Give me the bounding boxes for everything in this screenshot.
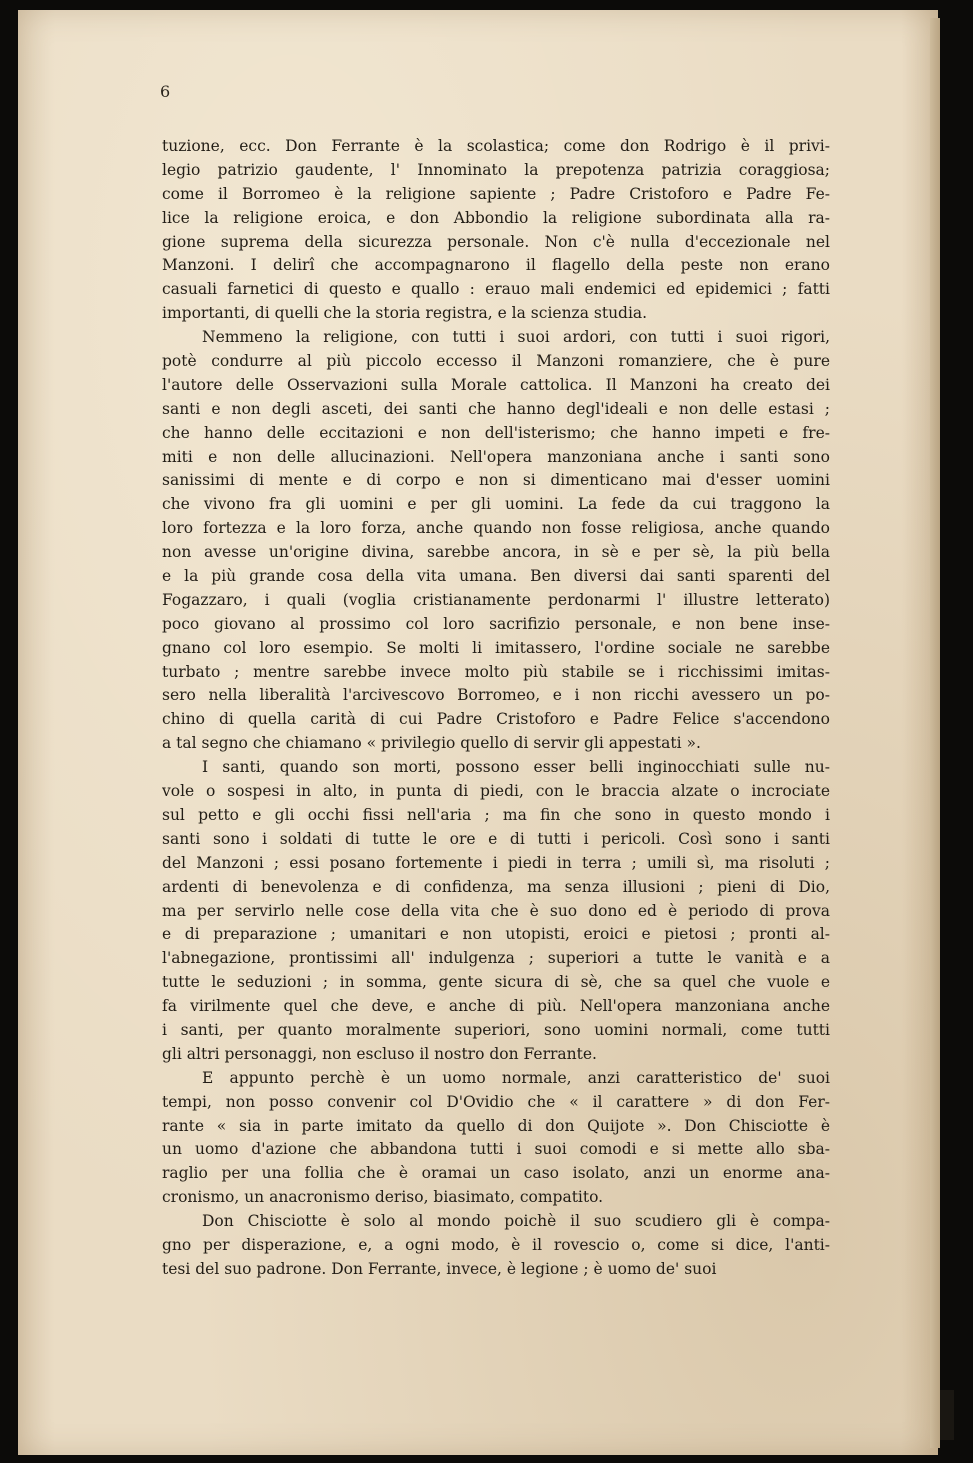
text-line: potè condurre al più piccolo eccesso il Manzoni romanziere, che è pure — [162, 352, 830, 371]
text-line: raglio per una follia che è oramai un caso isolato, anzi un enorme ana- — [162, 1164, 830, 1183]
text-line: un uomo d'azione che abbandona tutti i suoi comodi e si mette allo sba- — [162, 1140, 830, 1159]
text-line: gno per disperazione, e, a ogni modo, è il rovescio o, come si dice, l'anti- — [162, 1235, 830, 1254]
text-line: poco giovano al prossimo col loro sacrifizio personale, e non bene inse- — [162, 614, 830, 633]
paragraph — [162, 135, 830, 326]
text-line: miti e non delle allucinazioni. Nell'opera manzoniana anche i santi sono — [162, 447, 830, 466]
text-line: tesi del suo padrone. Don Ferrante, invece, è legione ; è uomo de' suoi — [162, 1259, 717, 1278]
text-line: che hanno delle eccitazioni e non dell'isterismo; che hanno impeti e fre- — [162, 423, 830, 442]
text-line: ma per servirlo nelle cose della vita che è suo dono ed è periodo di prova — [162, 901, 830, 920]
text-line: gnano col loro esempio. Se molti li imitassero, l'ordine sociale ne sarebbe — [162, 638, 830, 657]
text-line: importanti, di quelli che la storia registra, e la scienza studia. — [162, 304, 648, 323]
text-line: casuali farnetici di questo e quallo : erauo mali endemici ed epidemici ; fatti — [162, 280, 830, 299]
paragraph — [162, 1067, 830, 1210]
text-line: i santi, per quanto moralmente superiori, sono uomini normali, come tutti — [162, 1020, 830, 1039]
text-line: sero nella liberalità l'arcivescovo Borromeo, e i non ricchi avessero un po- — [162, 686, 830, 705]
text-line: l'abnegazione, prontissimi all' indulgenza ; superiori a tutte le vanità e a — [162, 949, 830, 968]
text-line: non avesse un'origine divina, sarebbe ancora, in sè e per sè, la più bella — [162, 543, 830, 562]
text-line: E appunto perchè è un uomo normale, anzi caratteristico de' suoi — [202, 1068, 830, 1087]
text-line: cronismo, un anacronismo deriso, biasimato, compatito. — [162, 1188, 604, 1207]
scan-corner-mark — [940, 1390, 954, 1440]
text-line: gli altri personaggi, non escluso il nostro don Ferrante. — [162, 1044, 597, 1063]
text-line: l'autore delle Osservazioni sulla Morale cattolica. Il Manzoni ha creato dei — [162, 375, 830, 394]
text-line: lice la religione eroica, e don Abbondio la religione subordinata alla ra- — [162, 208, 830, 227]
text-line: I santi, quando son morti, possono esser belli inginocchiati sulle nu- — [202, 758, 830, 777]
paragraph — [162, 1210, 830, 1282]
text-line: e la più grande cosa della vita umana. Ben diversi dai santi sparenti del — [162, 567, 830, 586]
text-line: santi e non degli asceti, dei santi che hanno degl'ideali e non delle estasi ; — [162, 399, 830, 418]
text-line: sul petto e gli occhi fissi nell'aria ; ma fin che sono in questo mondo i — [162, 805, 830, 824]
text-line: legio patrizio gaudente, l' Innominato la prepotenza patrizia coraggiosa; — [162, 160, 830, 179]
paragraph — [162, 326, 830, 756]
text-line: che vivono fra gli uomini e per gli uomini. La fede da cui traggono la — [162, 495, 830, 514]
text-line: vole o sospesi in alto, in punta di piedi, con le braccia alzate o incrociate — [162, 782, 830, 801]
page-edge — [930, 18, 940, 1448]
body-text — [162, 135, 830, 1282]
text-line: sanissimi di mente e di corpo e non si dimenticano mai d'esser uomini — [162, 471, 830, 490]
text-line: turbato ; mentre sarebbe invece molto più stabile se i ricchissimi imitas- — [162, 662, 830, 681]
text-line: rante « sia in parte imitato da quello di don Quijote ». Don Chisciotte è — [162, 1116, 830, 1135]
text-line: tempi, non posso convenir col D'Ovidio che « il carattere » di don Fer- — [162, 1092, 830, 1111]
text-line: gione suprema della sicurezza personale. Non c'è nulla d'eccezionale nel — [162, 232, 830, 251]
text-line: fa virilmente quel che deve, e anche di più. Nell'opera manzoniana anche — [162, 997, 830, 1016]
paragraph — [162, 756, 830, 1067]
text-line: loro fortezza e la loro forza, anche quando non fosse religiosa, anche quando — [162, 519, 830, 538]
text-line: Nemmeno la religione, con tutti i suoi ardori, con tutti i suoi rigori, — [202, 328, 830, 347]
text-line: a tal segno che chiamano « privilegio quello di servir gli appestati ». — [162, 734, 701, 753]
text-line: chino di quella carità di cui Padre Cristoforo e Padre Felice s'accendono — [162, 710, 830, 729]
page-number: 6 — [160, 82, 171, 101]
text-line: santi sono i soldati di tutte le ore e di tutti i pericoli. Così sono i santi — [162, 829, 830, 848]
text-line: Fogazzaro, i quali (voglia cristianamente perdonarmi l' illustre letterato) — [162, 590, 830, 609]
text-line: e di preparazione ; umanitari e non utopisti, eroici e pietosi ; pronti al- — [162, 925, 830, 944]
text-line: Don Chisciotte è solo al mondo poichè il suo scudiero gli è compa- — [202, 1212, 830, 1231]
text-line: tuzione, ecc. Don Ferrante è la scolastica; come don Rodrigo è il privi- — [162, 137, 830, 155]
text-line: del Manzoni ; essi posano fortemente i piedi in terra ; umili sì, ma risoluti ; — [162, 853, 830, 872]
text-line: tutte le seduzioni ; in somma, gente sicura di sè, che sa quel che vuole e — [162, 973, 830, 992]
text-line: come il Borromeo è la religione sapiente ; Padre Cristoforo e Padre Fe- — [162, 184, 830, 203]
text-line: Manzoni. I delirî che accompagnarono il flagello della peste non erano — [162, 256, 830, 275]
text-line: ardenti di benevolenza e di confidenza, ma senza illusioni ; pieni di Dio, — [162, 877, 830, 896]
